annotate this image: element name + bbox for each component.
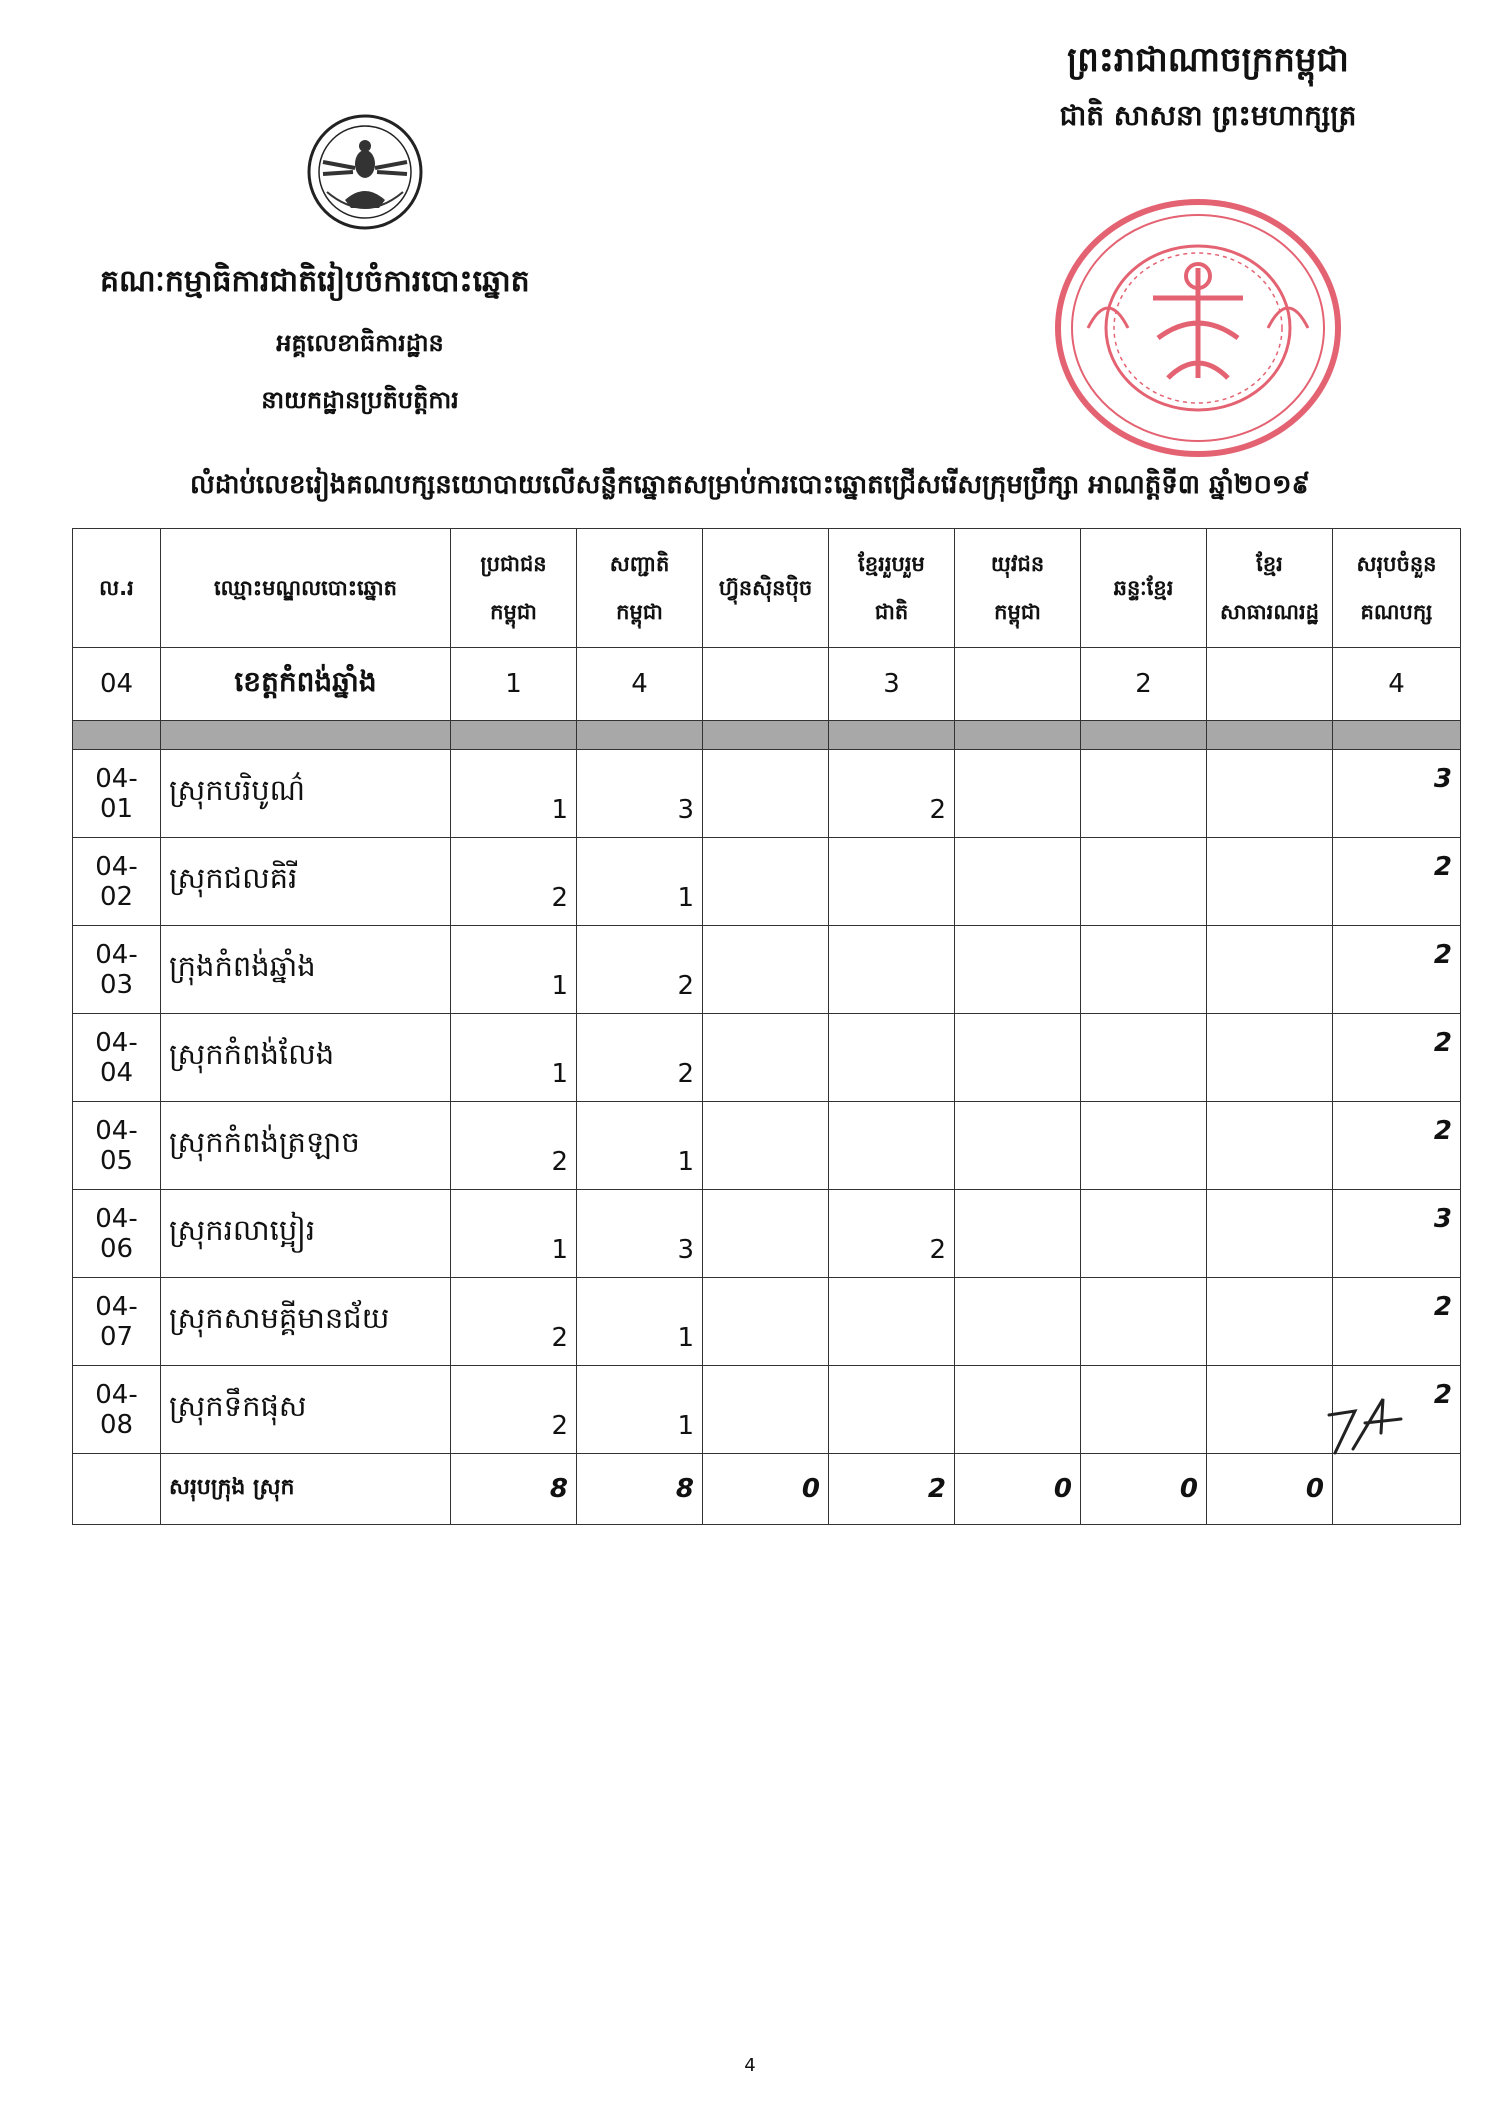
- table-row: 04-07 ស្រុកសាមគ្គីមានជ័យ 2 1 2: [73, 1278, 1461, 1366]
- national-motto: ជាតិ សាសនា ព្រះមហាក្សត្រ: [1059, 99, 1357, 132]
- table-row: 04-05 ស្រុកកំពង់ត្រឡាច 2 1 2: [73, 1102, 1461, 1190]
- party-ballot-table: [72, 528, 1461, 1525]
- table-row: 04-02 ស្រុកជលគិរី 2 1 2: [73, 838, 1461, 926]
- header-party-5: យុវជន កម្ពុជា: [955, 529, 1081, 648]
- table-row: 04-04 ស្រុកកំពង់លែង 1 2 2: [73, 1014, 1461, 1102]
- summary-row: សរុបក្រុង ស្រុក 8 8 0 2 0 0 0: [73, 1454, 1461, 1525]
- header-total: សរុបចំនួន គណបក្ស: [1333, 529, 1461, 648]
- province-p2: 4: [577, 648, 703, 721]
- province-code: 04: [73, 648, 161, 721]
- province-p7: [1207, 648, 1333, 721]
- shaded-separator-row: [73, 721, 1461, 750]
- table-row: 04-03 ក្រុងកំពង់ឆ្នាំង 1 2 2: [73, 926, 1461, 1014]
- division-name: នាយកដ្ឋានប្រតិបត្តិការ: [261, 386, 459, 414]
- document-title: លំដាប់លេខរៀងគណបក្សនយោបាយលើសន្លឹកឆ្នោតសម្រាប់ការបោះឆ្នោតជ្រើសរើសក្រុមប្រឹក្សា អាណត្តិទី៣ ឆ្នាំ២០១៩: [190, 470, 1310, 500]
- header-party-3: ហ៊្វុនស៊ិនប៉ិច: [703, 529, 829, 648]
- province-p4: 3: [829, 648, 955, 721]
- header-party-6: ឆន្ទៈខ្មែរ: [1081, 529, 1207, 648]
- province-row: [73, 648, 1461, 721]
- nec-logo-icon: [305, 112, 425, 232]
- official-seal-icon: [1048, 188, 1348, 468]
- kingdom-header: [1008, 38, 1408, 139]
- header-row: [73, 529, 1461, 648]
- header-party-4: ខ្មែររួបរួម ជាតិ: [829, 529, 955, 648]
- header-name: ឈ្មោះមណ្ឌលបោះឆ្នោត: [161, 529, 451, 648]
- header-party-1: ប្រជាជន កម្ពុជា: [451, 529, 577, 648]
- province-p6: 2: [1081, 648, 1207, 721]
- department-name: អគ្គលេខាធិការដ្ឋាន: [276, 329, 444, 357]
- kingdom-name: ព្រះរាជាណាចក្រកម្ពុជា: [1067, 40, 1349, 80]
- header-code: ល.រ: [73, 529, 161, 648]
- province-total: 4: [1333, 648, 1461, 721]
- header-party-2: សញ្ជាតិ កម្ពុជា: [577, 529, 703, 648]
- organization-name: គណៈកម្មាធិការជាតិរៀបចំការបោះឆ្នោត: [100, 264, 530, 299]
- table-row: 04-06 ស្រុករលាប្អៀរ 1 3 2 3: [73, 1190, 1461, 1278]
- table-row: 04-08 ស្រុកទឹកផុស 2 1 2: [73, 1366, 1461, 1454]
- table-row: 04-01 ស្រុកបរិបូណ៌ 1 3 2 3: [73, 750, 1461, 838]
- province-name: ខេត្តកំពង់ឆ្នាំង: [161, 648, 451, 721]
- handwritten-signature-icon: [1325, 1393, 1405, 1457]
- page-number: 4: [744, 2055, 756, 2076]
- header-party-7: ខ្មែរ សាធារណរដ្ឋ: [1207, 529, 1333, 648]
- province-p3: [703, 648, 829, 721]
- organization-block: [100, 262, 620, 420]
- province-p5: [955, 648, 1081, 721]
- province-p1: 1: [451, 648, 577, 721]
- summary-label: សរុបក្រុង ស្រុក: [161, 1454, 451, 1525]
